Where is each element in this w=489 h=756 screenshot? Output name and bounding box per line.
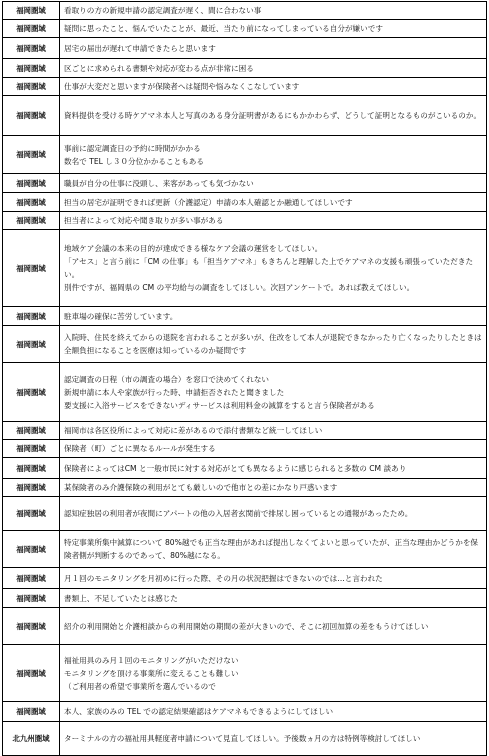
region-cell: 福岡圏域: [3, 568, 60, 589]
comment-line: （ご利用者の希望で事業所を選んでいるので: [64, 681, 216, 691]
comment-cell: [60, 589, 487, 608]
comment-line: 区ごとに求められる書類や対応が変わる点が非常に困る: [64, 63, 254, 73]
comment-line: ターミナルの方の福祉用具軽度者申請について見直してほしい。予後数ヵ月の方は特例等検討してほしい: [64, 734, 421, 743]
region-cell: 福岡圏域: [3, 78, 60, 96]
table-row: [3, 363, 487, 422]
table-row: [3, 174, 487, 193]
region-cell: 福岡圏域: [3, 230, 60, 307]
comment-line: 職員が自分の仕事に没頭し、来客があっても気づかない: [64, 178, 254, 188]
table-row: [3, 458, 487, 479]
region-cell: 福岡圏域: [3, 645, 60, 702]
table-row: [3, 326, 487, 363]
region-cell: 福岡圏域: [3, 531, 60, 568]
comment-cell: [60, 440, 487, 458]
table-row: [3, 38, 487, 59]
comment-line: 月１回のモニタリングを月初めに行った際、その月の状況把握はできないのでは…と言われた: [64, 573, 383, 583]
region-cell: 福岡圏域: [3, 2, 60, 20]
comment-cell: [60, 59, 487, 78]
comment-line: 入院時、住民を終えてからの退院を言われることが多いが、住改をして本人が退院できなかったり亡くなったりしたときは全額負担になることを医療は知っているのか疑問です: [64, 333, 482, 355]
table-row: [3, 497, 487, 531]
comment-line: 別件ですが、福岡県の CM の平均給与の調査をしてほしい。次回アンケートで。あれば教えてほしい。: [64, 283, 415, 292]
comment-cell: [60, 645, 487, 702]
region-cell: 福岡圏域: [3, 136, 60, 174]
comment-cell: [60, 702, 487, 722]
region-cell: 福岡圏域: [3, 589, 60, 608]
comment-line: 認知症独居の利用者が夜間にアパートの他の入居者玄関前で排尿し困っているとの通報があったため。: [64, 509, 413, 518]
table-row: [3, 78, 487, 96]
comment-cell: [60, 193, 487, 212]
table-row: [3, 136, 487, 174]
table-row: [3, 212, 487, 230]
region-cell: 福岡圏域: [3, 702, 60, 722]
comment-cell: [60, 363, 487, 422]
comment-cell: [60, 568, 487, 589]
comment-table: [2, 1, 487, 756]
comment-line: 新規申請に本人や家族が行った時、申請拒否されたと聞きました: [64, 387, 285, 397]
comment-line: 疑問に思ったこと、悩んでいたことが、最近、当たり前になってしまっている自分が嫌いです: [64, 24, 383, 33]
comment-cell: [60, 422, 487, 440]
comment-line: 居宅の届出が遅れて申請できたらと思います: [64, 43, 216, 53]
region-cell: 福岡圏域: [3, 326, 60, 363]
comment-cell: [60, 96, 487, 136]
region-cell: 福岡圏域: [3, 59, 60, 78]
table-row: [3, 531, 487, 568]
table-row: [3, 193, 487, 212]
comment-line: 担当者によって対応や聞き取りが多い事がある: [64, 216, 224, 225]
comment-line: 某保険者のみ介護保険の利用がとても厳しいので他市との差にかなり戸惑います: [64, 483, 338, 492]
comment-line: 仕事が大変だと思いますが保険者へは疑問や悩みなくこなしています: [64, 82, 300, 91]
comment-cell: [60, 458, 487, 479]
comment-cell: [60, 78, 487, 96]
comment-line: モニタリングを頂ける事業所に変えることも難しい: [64, 668, 239, 678]
region-cell: 福岡圏域: [3, 174, 60, 193]
comment-line: 担当の居宅が証明できれば更新（介護認定）申請の本人確認とか融通してほしいです: [64, 197, 353, 207]
comment-cell: [60, 136, 487, 174]
comment-cell: [60, 608, 487, 645]
table-row: [3, 722, 487, 756]
comment-line: 要支援に入浴サービスをできないディサービスは利用料金の減算をすると言う保険者がある: [64, 400, 375, 410]
comment-cell: [60, 212, 487, 230]
comment-table-body: [3, 2, 487, 756]
comment-cell: [60, 20, 487, 38]
region-cell: 福岡圏域: [3, 212, 60, 230]
region-cell: 福岡圏域: [3, 38, 60, 59]
region-cell: 福岡圏域: [3, 608, 60, 645]
table-row: [3, 422, 487, 440]
table-row: [3, 479, 487, 497]
comment-cell: [60, 531, 487, 568]
region-cell: 福岡圏域: [3, 458, 60, 479]
table-row: [3, 307, 487, 326]
comment-line: 事前に認定調査日の予約に時間がかかる: [64, 143, 201, 153]
comment-cell: [60, 174, 487, 193]
table-row: [3, 608, 487, 645]
table-row: [3, 59, 487, 78]
table-row: [3, 2, 487, 20]
comment-line: 看取りの方の新規申請の認定調査が遅く、間に合わない事: [64, 6, 262, 15]
region-cell: 福岡圏域: [3, 193, 60, 212]
table-row: [3, 589, 487, 608]
region-cell: 福岡圏域: [3, 307, 60, 326]
survey-comment-sheet: [2, 1, 486, 756]
comment-cell: [60, 326, 487, 363]
table-row: [3, 645, 487, 702]
region-cell: 福岡圏域: [3, 363, 60, 422]
comment-cell: [60, 2, 487, 20]
comment-line: 福岡市は各区役所によって対応に差があるので添付書類など統一してほしい: [64, 426, 323, 435]
comment-line: 資料提供を受ける時ケアマネ本人と写真のある身分証明書があるにもかかわらず、どうして証明となるものがこいるのか。: [64, 111, 482, 120]
comment-line: 認定調査の日程（市の調査の場合）を窓口で決めてくれない: [64, 374, 270, 384]
comment-line: 地域ケア会議の本来の目的が達成できる様なケア会議の運営をしてほしい。: [64, 244, 323, 253]
table-row: [3, 230, 487, 307]
comment-line: 書類上、不足していたとは感じた: [64, 593, 178, 603]
region-cell: 福岡圏域: [3, 479, 60, 497]
table-row: [3, 20, 487, 38]
comment-cell: [60, 497, 487, 531]
comment-line: 福祉用具のみ月１回のモニタリングがいただけない: [64, 655, 239, 665]
region-cell: 福岡圏域: [3, 20, 60, 38]
comment-cell: [60, 307, 487, 326]
comment-cell: [60, 230, 487, 307]
region-cell: 福岡圏域: [3, 497, 60, 531]
comment-line: 保険者（町）ごとに異なるルールが発生する: [64, 444, 216, 453]
table-row: [3, 440, 487, 458]
comment-line: 「アセス」と言う前に「CM の仕事」も「担当ケアマネ」もきちんと理解した上でケアマネの支援も頑張っていただきたい。: [64, 257, 474, 279]
comment-line: 数名で TEL し３０分位かかることもある: [64, 156, 204, 166]
region-cell: 福岡圏域: [3, 422, 60, 440]
comment-line: 駐車場の確保に苦労しています。: [64, 311, 178, 321]
comment-cell: [60, 722, 487, 756]
comment-line: 紹介の利用開始と介護相談からの利用開始の期間の差が大きいので、そこに初回加算の差をもうけてほしい: [64, 621, 429, 631]
comment-cell: [60, 479, 487, 497]
comment-line: 本人、家族のみの TEL での認定結果確認はケアマネもできるようにしてほしい: [64, 707, 334, 716]
region-cell: 福岡圏域: [3, 440, 60, 458]
table-row: [3, 96, 487, 136]
region-cell: 福岡圏域: [3, 96, 60, 136]
region-cell: 北九州圏域: [3, 722, 60, 756]
table-row: [3, 568, 487, 589]
comment-cell: [60, 38, 487, 59]
comment-line: 特定事業所集中減算について 80%越でも正当な理由があれば提出しなくてよいと思っていたが、正当な理由かどうかを保険者側が判断するのであって、80%越になる。: [64, 538, 479, 560]
comment-line: 保険者によってはCM と一般市民に対する対応がとても異なるように感じられると多数の CM 談あり: [64, 463, 407, 473]
table-row: [3, 702, 487, 722]
